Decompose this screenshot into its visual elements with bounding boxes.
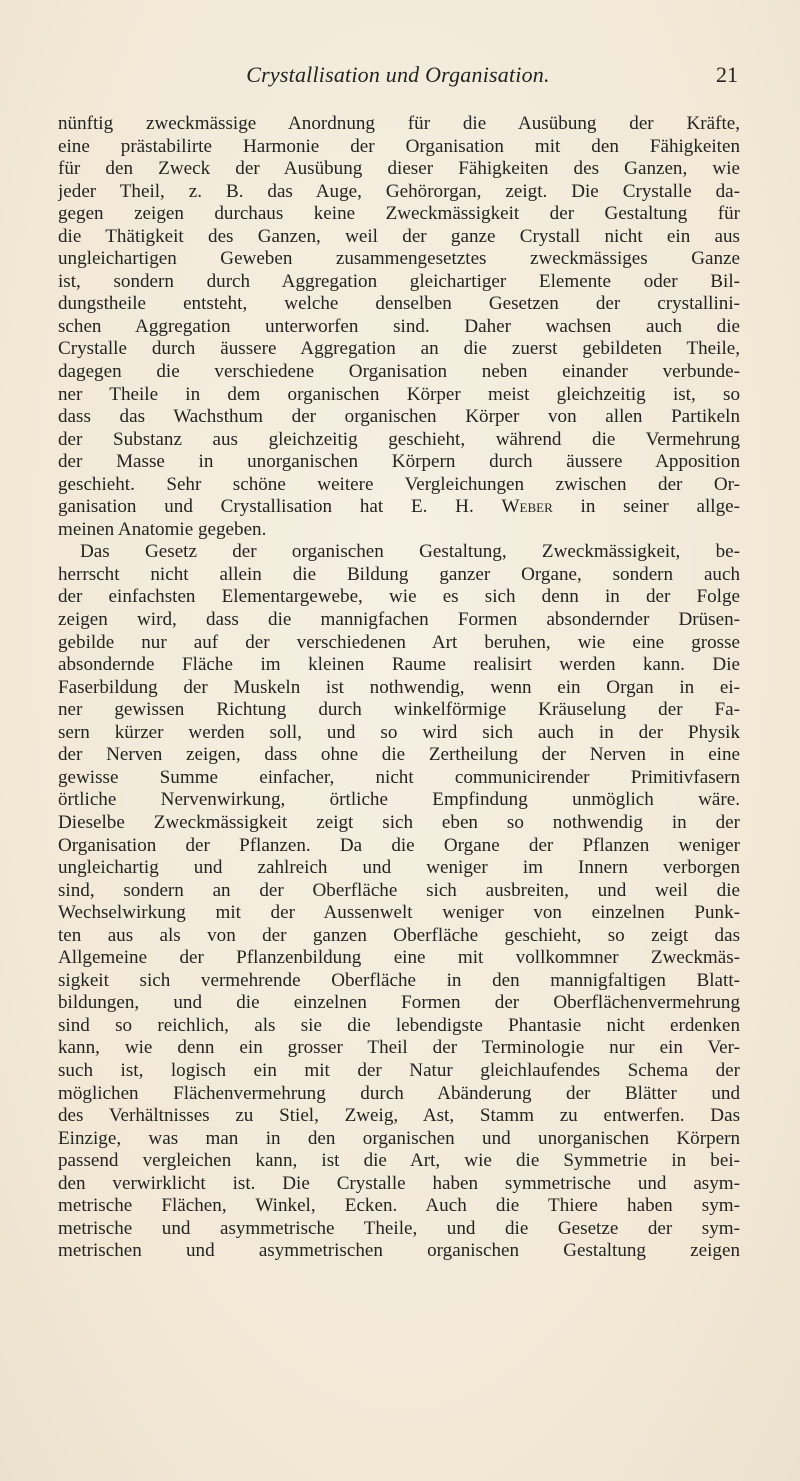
author-name: Weber	[501, 496, 553, 518]
text-line: der Masse in unorganischen Körpern durch äussere Apposition	[58, 451, 740, 473]
text-line: nünftig zweckmässige Anordnung für die Ausübung der Kräfte,	[58, 113, 740, 134]
text-line: ist, sondern durch Aggregation gleichartiger Elemente oder Bil-	[58, 270, 740, 292]
text-line: Faserbildung der Muskeln ist nothwendig, wenn ein Organ in ei-	[58, 676, 740, 698]
text-line: dungstheile entsteht, welche denselben Gesetzen der crystallini-	[58, 293, 740, 315]
text-line: bildungen, und die einzelnen Formen der Oberflächenvermehrung	[58, 992, 740, 1014]
text-line: den verwirklicht ist. Die Crystalle haben symmetrische und asym-	[58, 1172, 740, 1194]
text-line: ten aus als von der ganzen Oberfläche geschieht, so zeigt das	[58, 924, 740, 946]
text-line: möglichen Flächenvermehrung durch Abänderung der Blätter und	[58, 1082, 740, 1104]
text-line: sigkeit sich vermehrende Oberfläche in den mannigfaltigen Blatt-	[58, 969, 740, 991]
text-line: ner gewissen Richtung durch winkelförmige Kräuselung der Fa-	[58, 699, 740, 721]
text-line: dass das Wachsthum der organischen Körper von allen Partikeln	[58, 406, 740, 428]
text-line: dagegen die verschiedene Organisation neben einander verbunde-	[58, 361, 740, 383]
text-line: ungleichartig und zahlreich und weniger im Innern verborgen	[58, 857, 740, 879]
text-line: Einzige, was man in den organischen und unorganischen Körpern	[58, 1127, 740, 1149]
text-line: Allgemeine der Pflanzenbildung eine mit vollkommner Zweckmäs-	[58, 947, 740, 969]
text-line: such ist, logisch ein mit der Natur gleichlaufendes Schema der	[58, 1059, 740, 1081]
text-line: jeder Theil, z. B. das Auge, Gehörorgan, zeigt. Die Crystalle da-	[58, 180, 740, 202]
text-line: metrischen und asymmetrischen organischen Gestaltung zeigen	[58, 1240, 740, 1262]
text-line: ungleichartigen Geweben zusammengesetztes zweckmässiges Ganze	[58, 248, 740, 270]
running-title: Crystallisation und Organisation.	[246, 62, 550, 87]
text-line: eine prästabilirte Harmonie der Organisation mit den Fähigkeiten	[58, 135, 740, 157]
text-line: schen Aggregation unterworfen sind. Daher wachsen auch die	[58, 315, 740, 337]
body-text	[58, 113, 740, 1263]
text-line: der Nerven zeigen, dass ohne die Zertheilung der Nerven in eine	[58, 744, 740, 766]
text-line: für den Zweck der Ausübung dieser Fähigkeiten des Ganzen, wie	[58, 158, 740, 180]
text-line: sind, sondern an der Oberfläche sich ausbreiten, und weil die	[58, 879, 740, 901]
text-line: meinen Anatomie gegeben.	[58, 518, 267, 540]
text-line: geschieht. Sehr schöne weitere Vergleichungen zwischen der Or-	[58, 473, 740, 495]
text-line: Crystalle durch äussere Aggregation an die zuerst gebildeten Theile,	[58, 338, 740, 360]
text-line: herrscht nicht allein die Bildung ganzer Organe, sondern auch	[58, 563, 740, 585]
text-line: Das Gesetz der organischen Gestaltung, Zweckmässigkeit, be-	[80, 541, 740, 563]
text-line: der einfachsten Elementargewebe, wie es sich denn in der Folge	[58, 586, 740, 608]
text-line: sern kürzer werden soll, und so wird sich auch in der Physik	[58, 721, 740, 743]
text-line: gebilde nur auf der verschiedenen Art beruhen, wie eine grosse	[58, 631, 740, 653]
text-line: metrische und asymmetrische Theile, und die Gesetze der sym-	[58, 1217, 740, 1239]
text-line: ganisation und Crystallisation hat E. H. Weber in seiner allge-	[58, 496, 740, 518]
running-head	[58, 62, 738, 92]
text-line: passend vergleichen kann, ist die Art, wie die Symmetrie in bei-	[58, 1150, 740, 1172]
text-line: sind so reichlich, als sie die lebendigste Phantasie nicht erdenken	[58, 1014, 740, 1036]
text-line: zeigen wird, dass die mannigfachen Formen absondernder Drüsen-	[58, 609, 740, 631]
text-line: des Verhältnisses zu Stiel, Zweig, Ast, Stamm zu entwerfen. Das	[58, 1105, 740, 1127]
text-line: metrische Flächen, Winkel, Ecken. Auch die Thiere haben sym-	[58, 1195, 740, 1217]
text-line: Wechselwirkung mit der Aussenwelt weniger von einzelnen Punk-	[58, 902, 740, 924]
text-line: gegen zeigen durchaus keine Zweckmässigkeit der Gestaltung für	[58, 203, 740, 225]
text-line: gewisse Summe einfacher, nicht communicirender Primitivfasern	[58, 766, 740, 788]
text-line: örtliche Nervenwirkung, örtliche Empfindung unmöglich wäre.	[58, 789, 740, 811]
page-number: 21	[716, 62, 738, 87]
text-line: absondernde Fläche im kleinen Raume realisirt werden kann. Die	[58, 654, 740, 676]
text-line: die Thätigkeit des Ganzen, weil der ganze Crystall nicht ein aus	[58, 225, 740, 247]
text-line: Dieselbe Zweckmässigkeit zeigt sich eben so nothwendig in der	[58, 811, 740, 833]
text-line: der Substanz aus gleichzeitig geschieht, während die Vermehrung	[58, 428, 740, 450]
text-line: kann, wie denn ein grosser Theil der Terminologie nur ein Ver-	[58, 1037, 740, 1059]
text-line: Organisation der Pflanzen. Da die Organe der Pflanzen weniger	[58, 834, 740, 856]
text-line: ner Theile in dem organischen Körper meist gleichzeitig ist, so	[58, 383, 740, 405]
